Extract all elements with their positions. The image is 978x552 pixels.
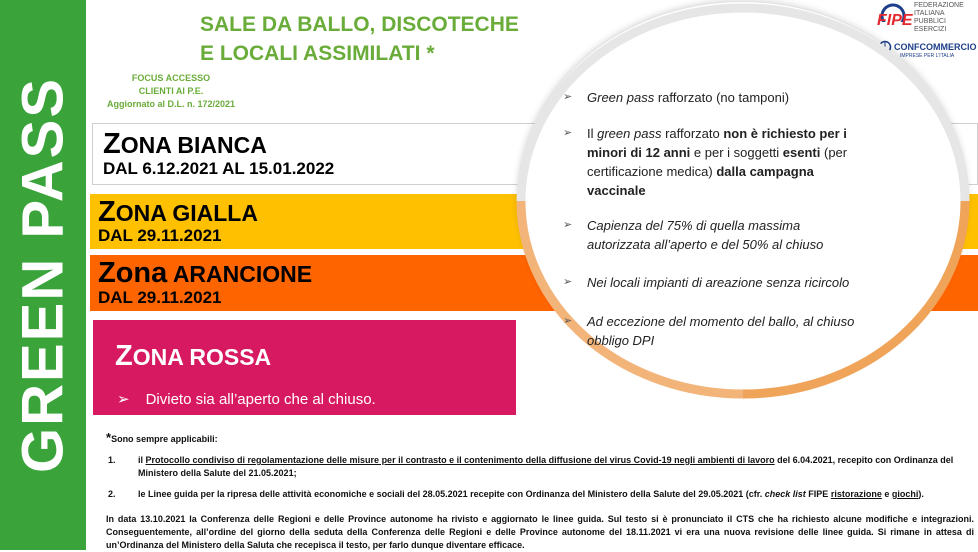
footnote-paragraph: In data 13.10.2021 la Conferenza delle Regioni e delle Province autonome ha rivisto e aggiornato le linee guida. Sul testo si è pronunciato il CTS che ha richiesto alcune modifiche e integrazioni. Conseguentemente, all’ordine del giorno della seduta della Conferenza delle Regioni e delle Province autonome del 18.11.2021 vi era una nuova revisione delle linee guida. Si rimane in attesa di un’Ordinanza del Ministero della Saluta che recepisca il testo, per farlo dunque diventare efficace.	[106, 514, 974, 550]
focus-line-3: Aggiornato al D.L. n. 172/2021	[106, 99, 236, 109]
focus-line-1: FOCUS ACCESSO	[131, 73, 211, 83]
zone-orange-date: DAL 29.11.2021	[98, 288, 222, 307]
zone-white-name: ZONA BIANCA	[103, 128, 267, 160]
rule-item-2: ➢ Il green pass rafforzato non è richiesto per i minori di 12 anni e per i soggetti esenti (per certificazione medica) dalla campagna vaccinale	[563, 126, 848, 198]
protocol-link[interactable]: Protocollo condiviso di regolamentazione delle misure per il contrasto e il contenimento della diffusione del virus Covid-19 negli ambienti di lavoro	[145, 455, 775, 465]
focus-note	[96, 72, 246, 111]
footnotes-heading: *Sono sempre applicabili:	[106, 430, 218, 445]
zone-red-box	[93, 320, 516, 415]
fipe-logo-subtitle: FEDERAZIONE ITALIANA PUBBLICI ESERCIZI	[914, 2, 964, 33]
side-label: GREEN PASS	[10, 76, 76, 474]
arrow-bullet-icon: ➢	[563, 276, 573, 288]
footnote-1: 1. il Protocollo condiviso di regolamentazione delle misure per il contrasto e il contenimento della diffusione del virus Covid-19 negli ambienti di lavoro del 6.04.2021, recepito con Ordinanza del Ministero della Salute del 21.05.2021;	[108, 455, 954, 478]
zone-yellow-name: ZONA GIALLA	[98, 196, 258, 228]
footnotes	[106, 431, 974, 552]
focus-line-2: CLIENTI AI P.E.	[138, 86, 204, 96]
arrow-bullet-icon: ➢	[563, 127, 573, 139]
confcommercio-logo-subtitle: IMPRESE PER L'ITALIA	[900, 53, 955, 59]
zone-white-date: DAL 6.12.2021 AL 15.01.2022	[103, 159, 335, 178]
rule-item-4: ➢ Nei locali impianti di areazione senza ricircolo	[563, 275, 850, 290]
zone-yellow-date: DAL 29.11.2021	[98, 226, 222, 245]
ristorazione-link[interactable]: ristorazione	[830, 489, 882, 499]
rule-item-3: ➢ Capienza del 75% di quella massima autorizzata all’aperto e del 50% al chiuso	[563, 218, 824, 252]
fipe-logo-text: FIPE	[877, 12, 913, 29]
arrow-bullet-icon: ➢	[117, 391, 130, 408]
title-line-2: E LOCALI ASSIMILATI *	[200, 42, 435, 65]
footnote-2: 2. le Linee guida per la ripresa delle attività economiche e sociali del 28.05.2021 recepite con Ordinanza del Ministero della Salute del 29.05.2021 (cfr. check list FIPE ristorazione e giochi).	[108, 489, 924, 499]
title-line-1: SALE DA BALLO, DISCOTECHE	[200, 13, 519, 36]
confcommercio-logo-text: CONFCOMMERCIO	[894, 42, 977, 52]
zone-red-rule: ➢ Divieto sia all’aperto che al chiuso.	[117, 391, 376, 408]
rule-item-1: ➢ Green pass rafforzato (no tamponi)	[563, 90, 790, 105]
arrow-bullet-icon: ➢	[563, 315, 573, 327]
rule-item-5: ➢ Ad eccezione del momento del ballo, al chiuso obbligo DPI	[563, 314, 855, 348]
giochi-link[interactable]: giochi	[891, 489, 919, 499]
arrow-bullet-icon: ➢	[563, 219, 573, 231]
zone-orange-name: Zona ARANCIONE	[98, 257, 313, 289]
zone-red-name: ZONA ROSSA	[115, 340, 272, 372]
arrow-bullet-icon: ➢	[563, 91, 573, 103]
